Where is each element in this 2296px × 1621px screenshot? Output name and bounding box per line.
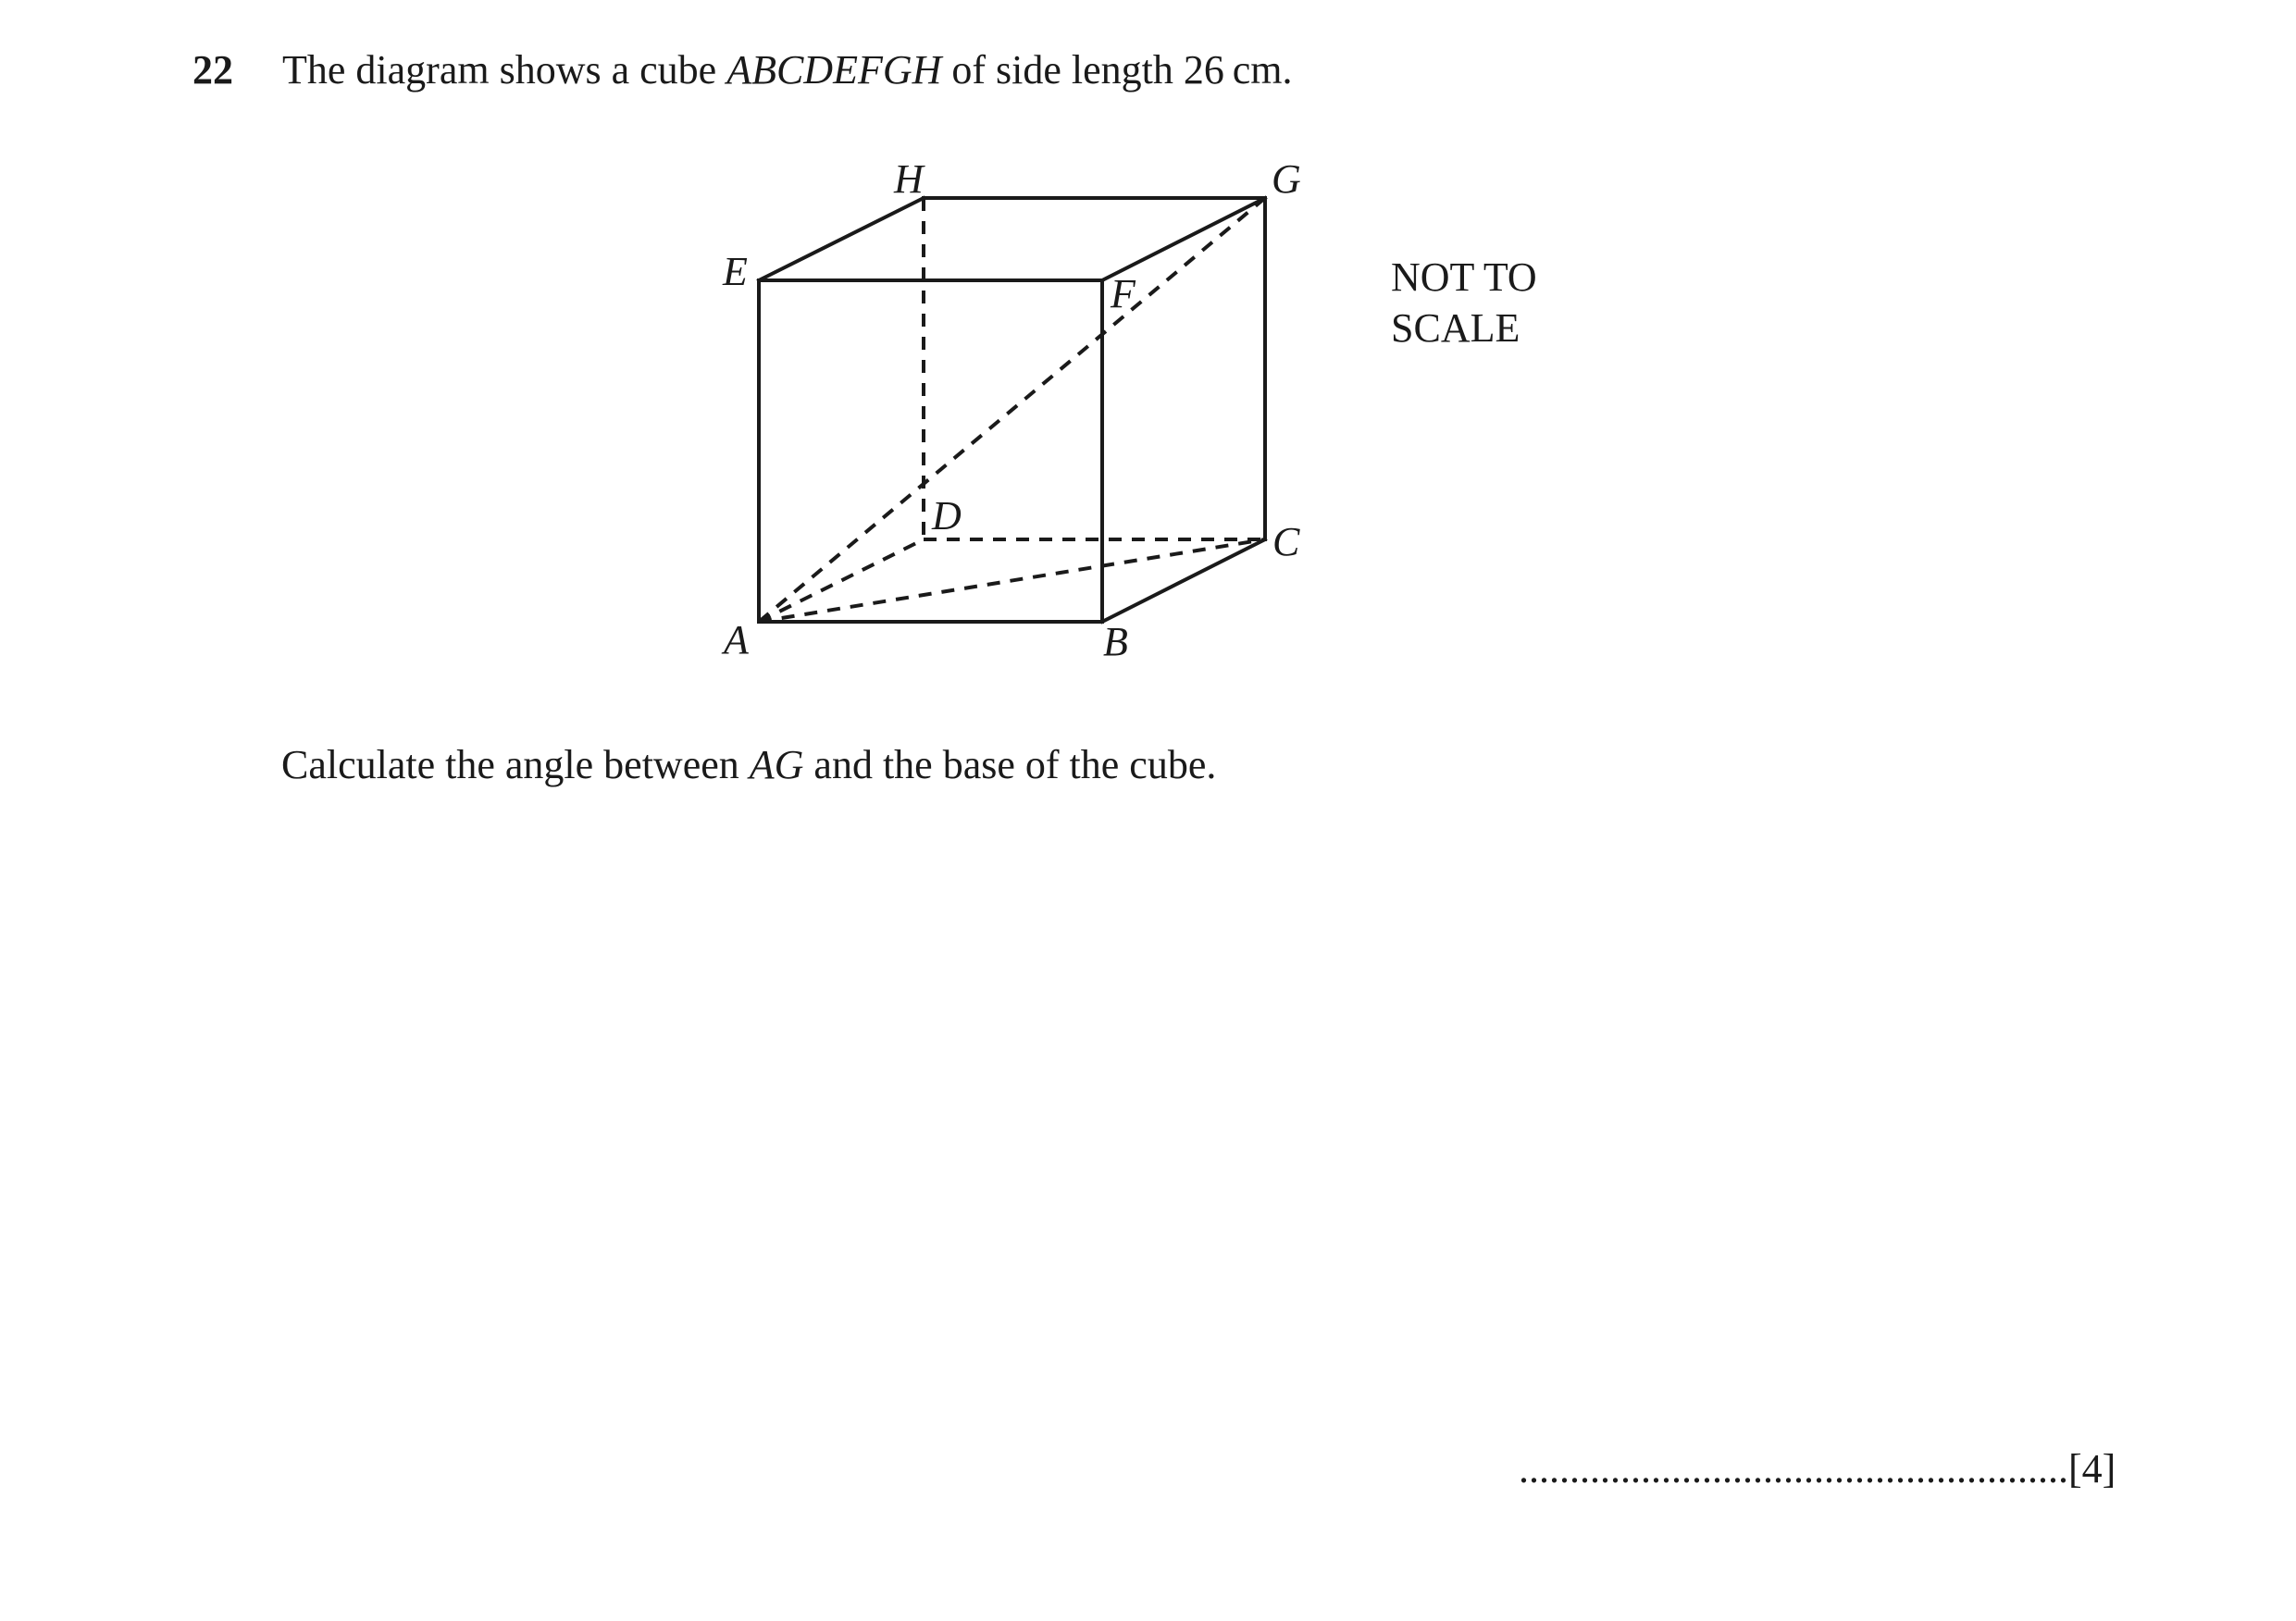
edge-fg [1102,198,1265,280]
base-diagonal-ac [759,539,1265,622]
instruction-segment: AG [749,742,804,787]
not-to-scale-note [1391,252,1537,353]
vertex-label-c: C [1272,519,1300,564]
answer-line [1519,1442,2116,1497]
vertex-label-b: B [1103,619,1128,664]
scale-note-line-2: SCALE [1391,305,1520,351]
vertex-label-d: D [932,493,962,538]
cube-name: ABCDEFGH [726,47,942,93]
edge-bc [1102,539,1265,622]
question-intro-after: of side length 26 cm. [941,47,1293,93]
answer-dots[interactable]: ...................................................... [1519,1446,2068,1491]
vertex-label-e: E [723,249,748,294]
question-intro-before: The diagram shows a cube [282,47,727,93]
vertex-label-f: F [1111,271,1136,316]
marks-label: [4] [2068,1446,2116,1491]
vertex-label-g: G [1272,156,1301,202]
vertex-label-a: A [724,617,749,662]
scale-note-line-1: NOT TO [1391,254,1537,300]
instruction-after: and the base of the cube. [803,742,1217,787]
question-instruction [281,737,1216,793]
instruction-before: Calculate the angle between [281,742,750,787]
edge-eh [759,198,924,280]
diagonal-ag [759,198,1265,622]
question-number: 22 [192,47,233,93]
vertex-label-h: H [894,156,924,202]
hidden-edge-ad [759,539,924,622]
